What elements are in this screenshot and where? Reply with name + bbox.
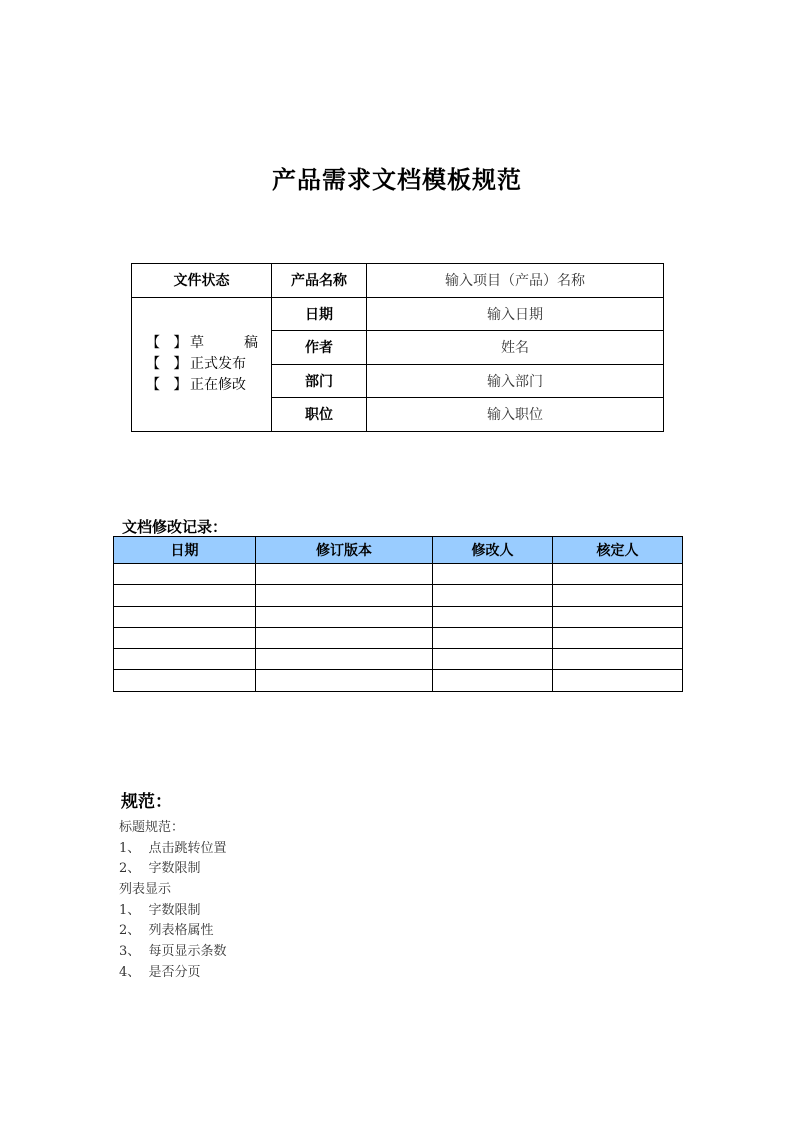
status-option-label: 正在修改	[190, 376, 246, 393]
revision-record-caption: 文档修改记录：	[122, 518, 228, 536]
product-name-value[interactable]: 输入项目（产品）名称	[367, 264, 664, 298]
revision-version-header: 修订版本	[256, 537, 433, 564]
revision-record-table	[113, 536, 683, 692]
revision-date-cell[interactable]	[114, 649, 256, 670]
revision-row	[114, 627, 683, 648]
position-label: 职位	[272, 398, 367, 432]
revision-editor-cell[interactable]	[433, 606, 553, 627]
author-value[interactable]: 姓名	[367, 331, 664, 365]
spec-line: 4、 是否分页	[119, 964, 201, 980]
spec-line: 2、 列表格属性	[119, 923, 214, 939]
revision-version-cell[interactable]	[256, 564, 433, 585]
revision-row	[114, 649, 683, 670]
revision-date-cell[interactable]	[114, 585, 256, 606]
doc-status-label: 文件状态	[132, 264, 272, 298]
status-option-editing[interactable]	[146, 375, 258, 396]
revision-approver-cell[interactable]	[553, 564, 683, 585]
spec-line: 3、 每页显示条数	[119, 944, 227, 960]
department-label: 部门	[272, 364, 367, 398]
revision-editor-cell[interactable]	[433, 564, 553, 585]
revision-row	[114, 606, 683, 627]
revision-version-cell[interactable]	[256, 606, 433, 627]
status-checkbox[interactable]: 【 】	[146, 376, 188, 393]
info-header-row	[132, 264, 664, 298]
revision-date-cell[interactable]	[114, 670, 256, 691]
revision-date-header: 日期	[114, 537, 256, 564]
revision-row	[114, 670, 683, 691]
author-label: 作者	[272, 331, 367, 365]
spec-list	[119, 818, 227, 984]
product-name-label: 产品名称	[272, 264, 367, 298]
revision-row	[114, 585, 683, 606]
date-label: 日期	[272, 297, 367, 331]
revision-version-cell[interactable]	[256, 649, 433, 670]
document-title: 产品需求文档模板规范	[272, 166, 522, 194]
status-option-label: 正式发布	[190, 355, 246, 372]
revision-approver-cell[interactable]	[553, 670, 683, 691]
revision-row	[114, 564, 683, 585]
spec-line: 列表显示	[119, 882, 172, 898]
revision-approver-cell[interactable]	[553, 649, 683, 670]
revision-header-row	[114, 537, 683, 564]
revision-version-cell[interactable]	[256, 670, 433, 691]
revision-editor-header: 修改人	[433, 537, 553, 564]
revision-rows	[114, 564, 683, 692]
status-checkbox[interactable]: 【 】	[146, 334, 188, 351]
revision-approver-cell[interactable]	[553, 606, 683, 627]
spec-line: 标题规范：	[119, 820, 185, 835]
status-option-label: 草 稿	[190, 334, 258, 351]
position-value[interactable]: 输入职位	[367, 398, 664, 432]
revision-date-cell[interactable]	[114, 606, 256, 627]
revision-approver-header: 核定人	[553, 537, 683, 564]
revision-version-cell[interactable]	[256, 585, 433, 606]
date-value[interactable]: 输入日期	[367, 297, 664, 331]
status-option-draft[interactable]	[146, 333, 258, 354]
revision-date-cell[interactable]	[114, 564, 256, 585]
revision-editor-cell[interactable]	[433, 627, 553, 648]
revision-approver-cell[interactable]	[553, 627, 683, 648]
document-info-table	[131, 263, 664, 432]
info-row-date	[132, 297, 664, 331]
revision-date-cell[interactable]	[114, 627, 256, 648]
revision-approver-cell[interactable]	[553, 585, 683, 606]
spec-heading: 规范：	[121, 792, 172, 812]
status-option-published[interactable]	[146, 354, 258, 375]
status-checkbox[interactable]: 【 】	[146, 355, 188, 372]
spec-line: 1、 字数限制	[119, 902, 201, 918]
spec-line: 2、 字数限制	[119, 861, 201, 877]
revision-version-cell[interactable]	[256, 627, 433, 648]
revision-editor-cell[interactable]	[433, 585, 553, 606]
department-value[interactable]: 输入部门	[367, 364, 664, 398]
doc-status-options	[132, 297, 272, 431]
revision-editor-cell[interactable]	[433, 649, 553, 670]
spec-line: 1、 点击跳转位置	[119, 840, 227, 856]
revision-editor-cell[interactable]	[433, 670, 553, 691]
